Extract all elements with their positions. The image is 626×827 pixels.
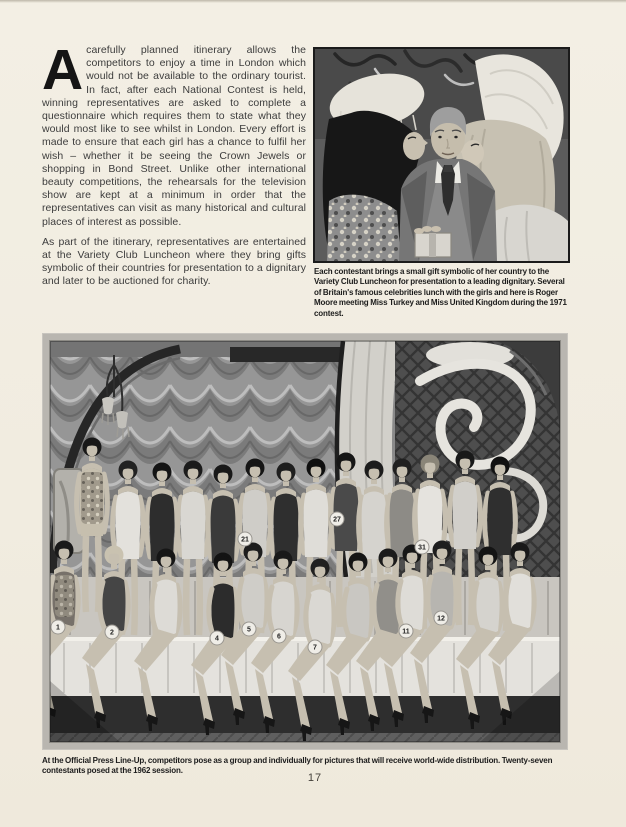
svg-text:21: 21	[241, 536, 249, 544]
lineup-photo-art	[50, 341, 560, 742]
svg-text:1: 1	[56, 624, 60, 632]
paragraph-2: As part of the itinerary, representatives are entertained at the Variety Club Luncheon where they bring gifts symbolic of their countries for presentation to a dignitary and later to be auctioned for charity.	[42, 235, 306, 288]
luncheon-photo	[313, 47, 570, 263]
badge-disc	[105, 625, 119, 639]
badge-disc	[415, 540, 429, 554]
svg-text:2: 2	[110, 629, 114, 637]
svg-text:27: 27	[333, 516, 341, 524]
page-number: 17	[307, 772, 323, 784]
luncheon-caption: Each contestant brings a small gift symbolic of her country to the Variety Club Luncheon for presentation to a leading dignitary. Several of Britain's famous celebrities lunch with the girls and here is Roger Moore meeting Miss Turkey and Miss United Kingdom during the 1971 contest.	[314, 267, 567, 318]
paragraph-1	[42, 38, 306, 229]
badge-disc	[272, 629, 286, 643]
drop-cap: A	[42, 38, 82, 102]
lineup-photo	[42, 333, 568, 750]
paragraph-1-text: carefully planned itinerary allows the competitors to enjoy a time in London which would not be available to the ordinary tourist. In fact, after each National Contest is held, winning representatives are asked to complete a questionnaire which requires them to state what they would most like to see whilst in London. Every effort is made to ensure that each girl has a chance to fulfil her wish – whether it be seeing the Crown Jewels or shopping in Bond Street. Unlike other international beauty competitions, the rehearsals for the television show are kept at a minimum in order that the representatives can visit as many historical and cultural places of interest as possible.	[42, 44, 306, 228]
badge-disc	[242, 622, 256, 636]
badge-disc	[51, 620, 65, 634]
svg-text:5: 5	[247, 626, 251, 634]
svg-text:11: 11	[402, 628, 410, 636]
svg-text:31: 31	[418, 544, 426, 552]
svg-text:7: 7	[313, 644, 317, 652]
badge-disc	[330, 512, 344, 526]
luncheon-photo-art	[315, 49, 568, 261]
badge-disc	[210, 631, 224, 645]
svg-text:4: 4	[215, 635, 219, 643]
badge-disc	[434, 611, 448, 625]
article-text-column	[42, 38, 306, 296]
lineup-caption: At the Official Press Line-Up, competitors pose as a group and individually for pictures that will receive world-wide distribution. Twenty-seven contestants posed at the 1962 session.	[42, 756, 553, 776]
svg-text:6: 6	[277, 633, 281, 641]
svg-text:12: 12	[437, 615, 445, 623]
badge-disc	[308, 640, 322, 654]
badge-disc	[238, 532, 252, 546]
badge-disc	[399, 624, 413, 638]
